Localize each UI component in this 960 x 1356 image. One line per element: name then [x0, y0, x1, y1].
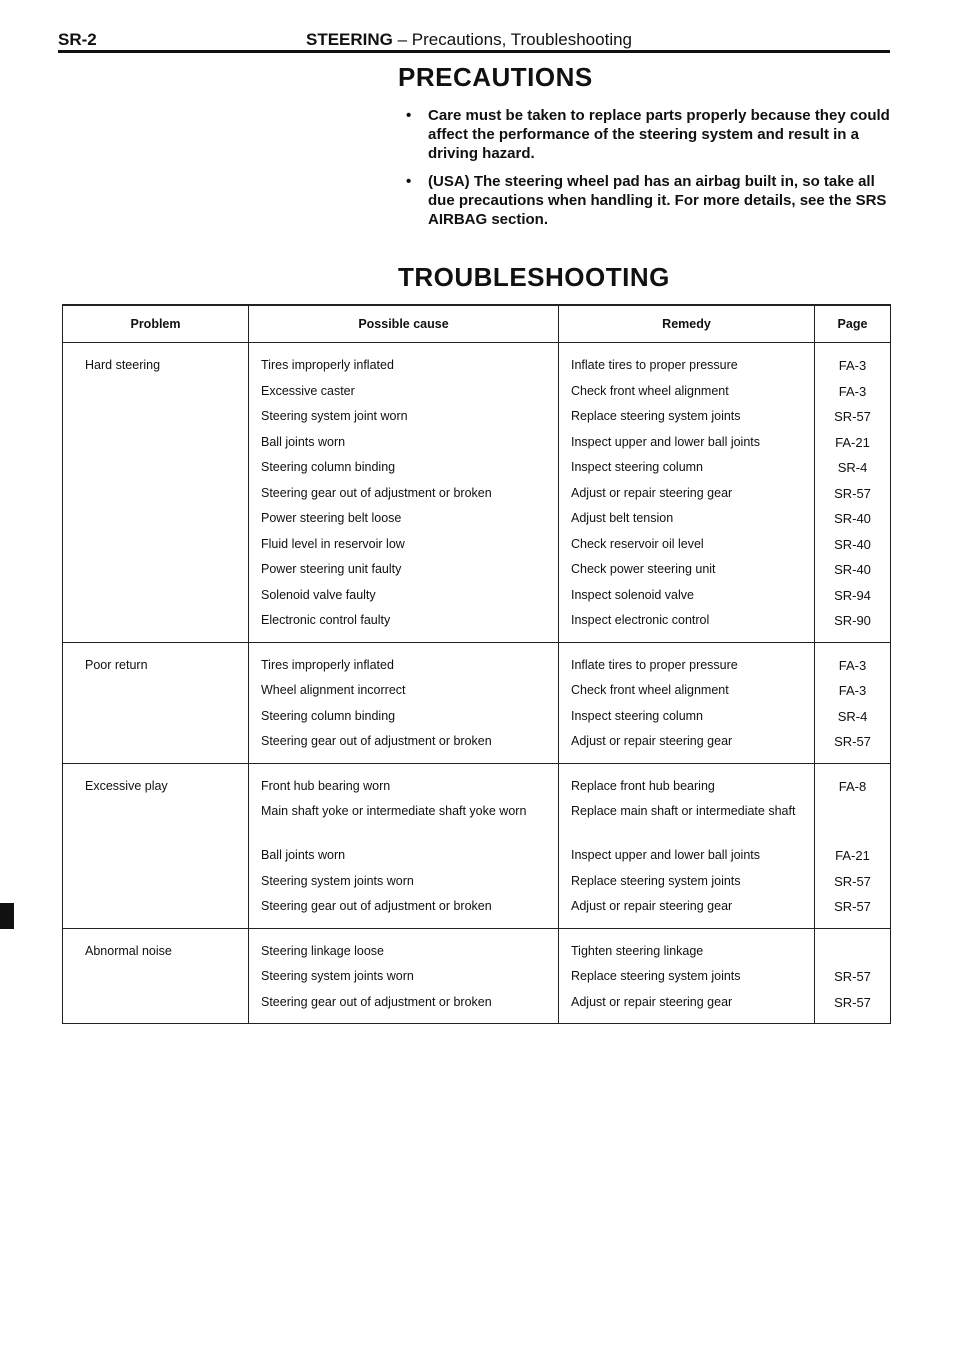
remedy-text: Adjust or repair steering gear: [571, 485, 733, 500]
remedy-text: Inspect steering column: [571, 708, 704, 723]
cause-text: Steering system joints worn: [261, 873, 414, 888]
remedy-text: Inflate tires to proper pressure: [571, 358, 738, 372]
problem-text: Abnormal noise: [85, 943, 172, 958]
page-ref: SR-4: [837, 708, 868, 724]
remedy-text: Replace steering system joints: [571, 409, 741, 423]
remedy-text: Replace steering system joints: [571, 873, 741, 888]
margin-tab-mark: [0, 903, 14, 929]
remedy-text: Check front wheel alignment: [571, 383, 729, 398]
cause-cell: [249, 928, 559, 1024]
remedy-text: Inspect upper and lower ball joints: [571, 848, 761, 862]
column-header-page: Page: [815, 305, 891, 343]
remedy-text: Inspect upper and lower ball joints: [571, 434, 761, 449]
cause-text: Wheel alignment incorrect: [261, 683, 406, 697]
page-ref: FA-21: [835, 848, 870, 863]
cause-text: Power steering unit faulty: [261, 562, 402, 576]
page-cell: [815, 642, 891, 763]
page-ref: SR-57: [834, 899, 871, 914]
header-subtitle: – Precautions, Troubleshooting: [392, 30, 633, 49]
remedy-text: Replace steering system joints: [571, 969, 741, 983]
table-header-row: [63, 305, 891, 343]
page-ref: FA-3: [838, 383, 867, 399]
problem-group: [63, 642, 891, 763]
remedy-cell: [559, 642, 815, 763]
remedy-text: Inspect electronic control: [571, 613, 710, 627]
cause-text: Steering system joint worn: [261, 409, 408, 423]
page-ref: FA-21: [835, 434, 870, 450]
remedy-text: Replace front hub bearing: [571, 778, 715, 793]
page-cell: [815, 928, 891, 1024]
cause-text: Solenoid valve faulty: [261, 587, 376, 602]
precaution-text: Care must be taken to replace parts properly because they could affect the performance of the steering system and result in a driving hazard.: [428, 107, 890, 162]
cause-text: Tires improperly inflated: [261, 358, 394, 372]
remedy-text: Tighten steering linkage: [571, 943, 704, 958]
problem-text: Hard steering: [85, 358, 161, 372]
remedy-cell: [559, 343, 815, 643]
troubleshooting-heading: TROUBLESHOOTING: [398, 262, 670, 292]
page-ref: SR-57: [834, 734, 871, 749]
page-ref: SR-40: [834, 511, 871, 526]
cause-text: Excessive caster: [261, 383, 355, 398]
precautions-heading: PRECAUTIONS: [398, 62, 593, 92]
column-header-remedy: Remedy: [559, 305, 815, 343]
page-ref: SR-57: [834, 873, 871, 889]
cause-text: Steering gear out of adjustment or broken: [261, 734, 492, 748]
remedy-text: Adjust or repair steering gear: [571, 994, 733, 1009]
page-ref: FA-8: [838, 778, 867, 794]
cause-text: Ball joints worn: [261, 434, 346, 449]
bullet-icon: •: [406, 173, 412, 190]
problem-group: [63, 763, 891, 928]
cause-cell: [249, 343, 559, 643]
problem-group: [63, 928, 891, 1024]
table-row: [63, 642, 891, 763]
cause-text: Steering system joints worn: [261, 969, 414, 983]
problem-group: [63, 343, 891, 643]
cause-text: Steering gear out of adjustment or broken: [261, 485, 492, 500]
cause-text: Front hub bearing worn: [261, 778, 391, 793]
page-ref: SR-94: [834, 587, 871, 603]
remedy-text: Adjust or repair steering gear: [571, 734, 733, 748]
remedy-text: Check front wheel alignment: [571, 683, 729, 697]
page-ref: SR-57: [834, 409, 871, 424]
problem-cell: [63, 928, 249, 1024]
precautions-list: [402, 106, 902, 238]
precaution-item: [402, 106, 902, 163]
cause-text: Main shaft yoke or intermediate shaft yoke worn: [261, 804, 527, 818]
page-ref: FA-3: [838, 683, 867, 698]
page-ref: SR-57: [834, 969, 871, 984]
header-rule: [58, 50, 890, 53]
remedy-text: Inflate tires to proper pressure: [571, 657, 738, 672]
page-cell: [815, 763, 891, 928]
bullet-icon: •: [406, 107, 412, 124]
problem-cell: [63, 343, 249, 643]
table-row: [63, 343, 891, 643]
page-ref: [815, 939, 890, 965]
page-ref: SR-90: [834, 613, 871, 628]
cause-text: Power steering belt loose: [261, 511, 402, 525]
column-header-possible-cause: Possible cause: [249, 305, 559, 343]
column-header-problem: Problem: [63, 305, 249, 343]
page-number: SR-2: [58, 30, 97, 49]
cause-cell: [249, 642, 559, 763]
cause-text: Steering column binding: [261, 460, 396, 474]
troubleshooting-table: [62, 304, 891, 1024]
cause-text: Fluid level in reservoir low: [261, 536, 405, 551]
page-ref: SR-57: [834, 994, 871, 1010]
problem-text: Poor return: [85, 657, 148, 672]
remedy-text: Check reservoir oil level: [571, 536, 704, 551]
remedy-text: Adjust belt tension: [571, 511, 674, 525]
remedy-cell: [559, 928, 815, 1024]
page-ref: SR-57: [834, 485, 871, 501]
page-ref: FA-3: [838, 657, 867, 673]
page-ref: SR-40: [834, 536, 871, 552]
table-row: [63, 763, 891, 928]
cause-text: Steering gear out of adjustment or broken: [261, 899, 492, 913]
table-row: [63, 928, 891, 1024]
precaution-text: (USA) The steering wheel pad has an airbag built in, so take all due precautions when handling it. For more details, see the SRS AIRBAG section.: [428, 173, 887, 228]
cause-cell: [249, 763, 559, 928]
cause-text: Electronic control faulty: [261, 613, 391, 627]
cause-text: Ball joints worn: [261, 848, 346, 862]
header-section: STEERING: [306, 30, 393, 49]
remedy-cell: [559, 763, 815, 928]
cause-text: Steering gear out of adjustment or broken: [261, 994, 492, 1009]
header-title: [306, 30, 632, 50]
remedy-text: Inspect steering column: [571, 460, 704, 474]
remedy-text: Adjust or repair steering gear: [571, 899, 733, 913]
problem-text: Excessive play: [85, 778, 168, 793]
page-ref: FA-3: [838, 358, 867, 373]
page-ref: SR-40: [834, 562, 871, 577]
page-cell: [815, 343, 891, 643]
cause-text: Steering column binding: [261, 708, 396, 723]
remedy-text: Check power steering unit: [571, 562, 716, 576]
precaution-item: [402, 172, 902, 229]
remedy-text: Replace main shaft or intermediate shaft: [571, 804, 796, 818]
cause-text: Tires improperly inflated: [261, 657, 394, 672]
page-ref: SR-4: [837, 460, 868, 475]
problem-cell: [63, 763, 249, 928]
remedy-text: Inspect solenoid valve: [571, 587, 694, 602]
page-header: [58, 30, 890, 50]
problem-cell: [63, 642, 249, 763]
page-ref: [815, 799, 890, 843]
cause-text: Steering linkage loose: [261, 943, 384, 958]
